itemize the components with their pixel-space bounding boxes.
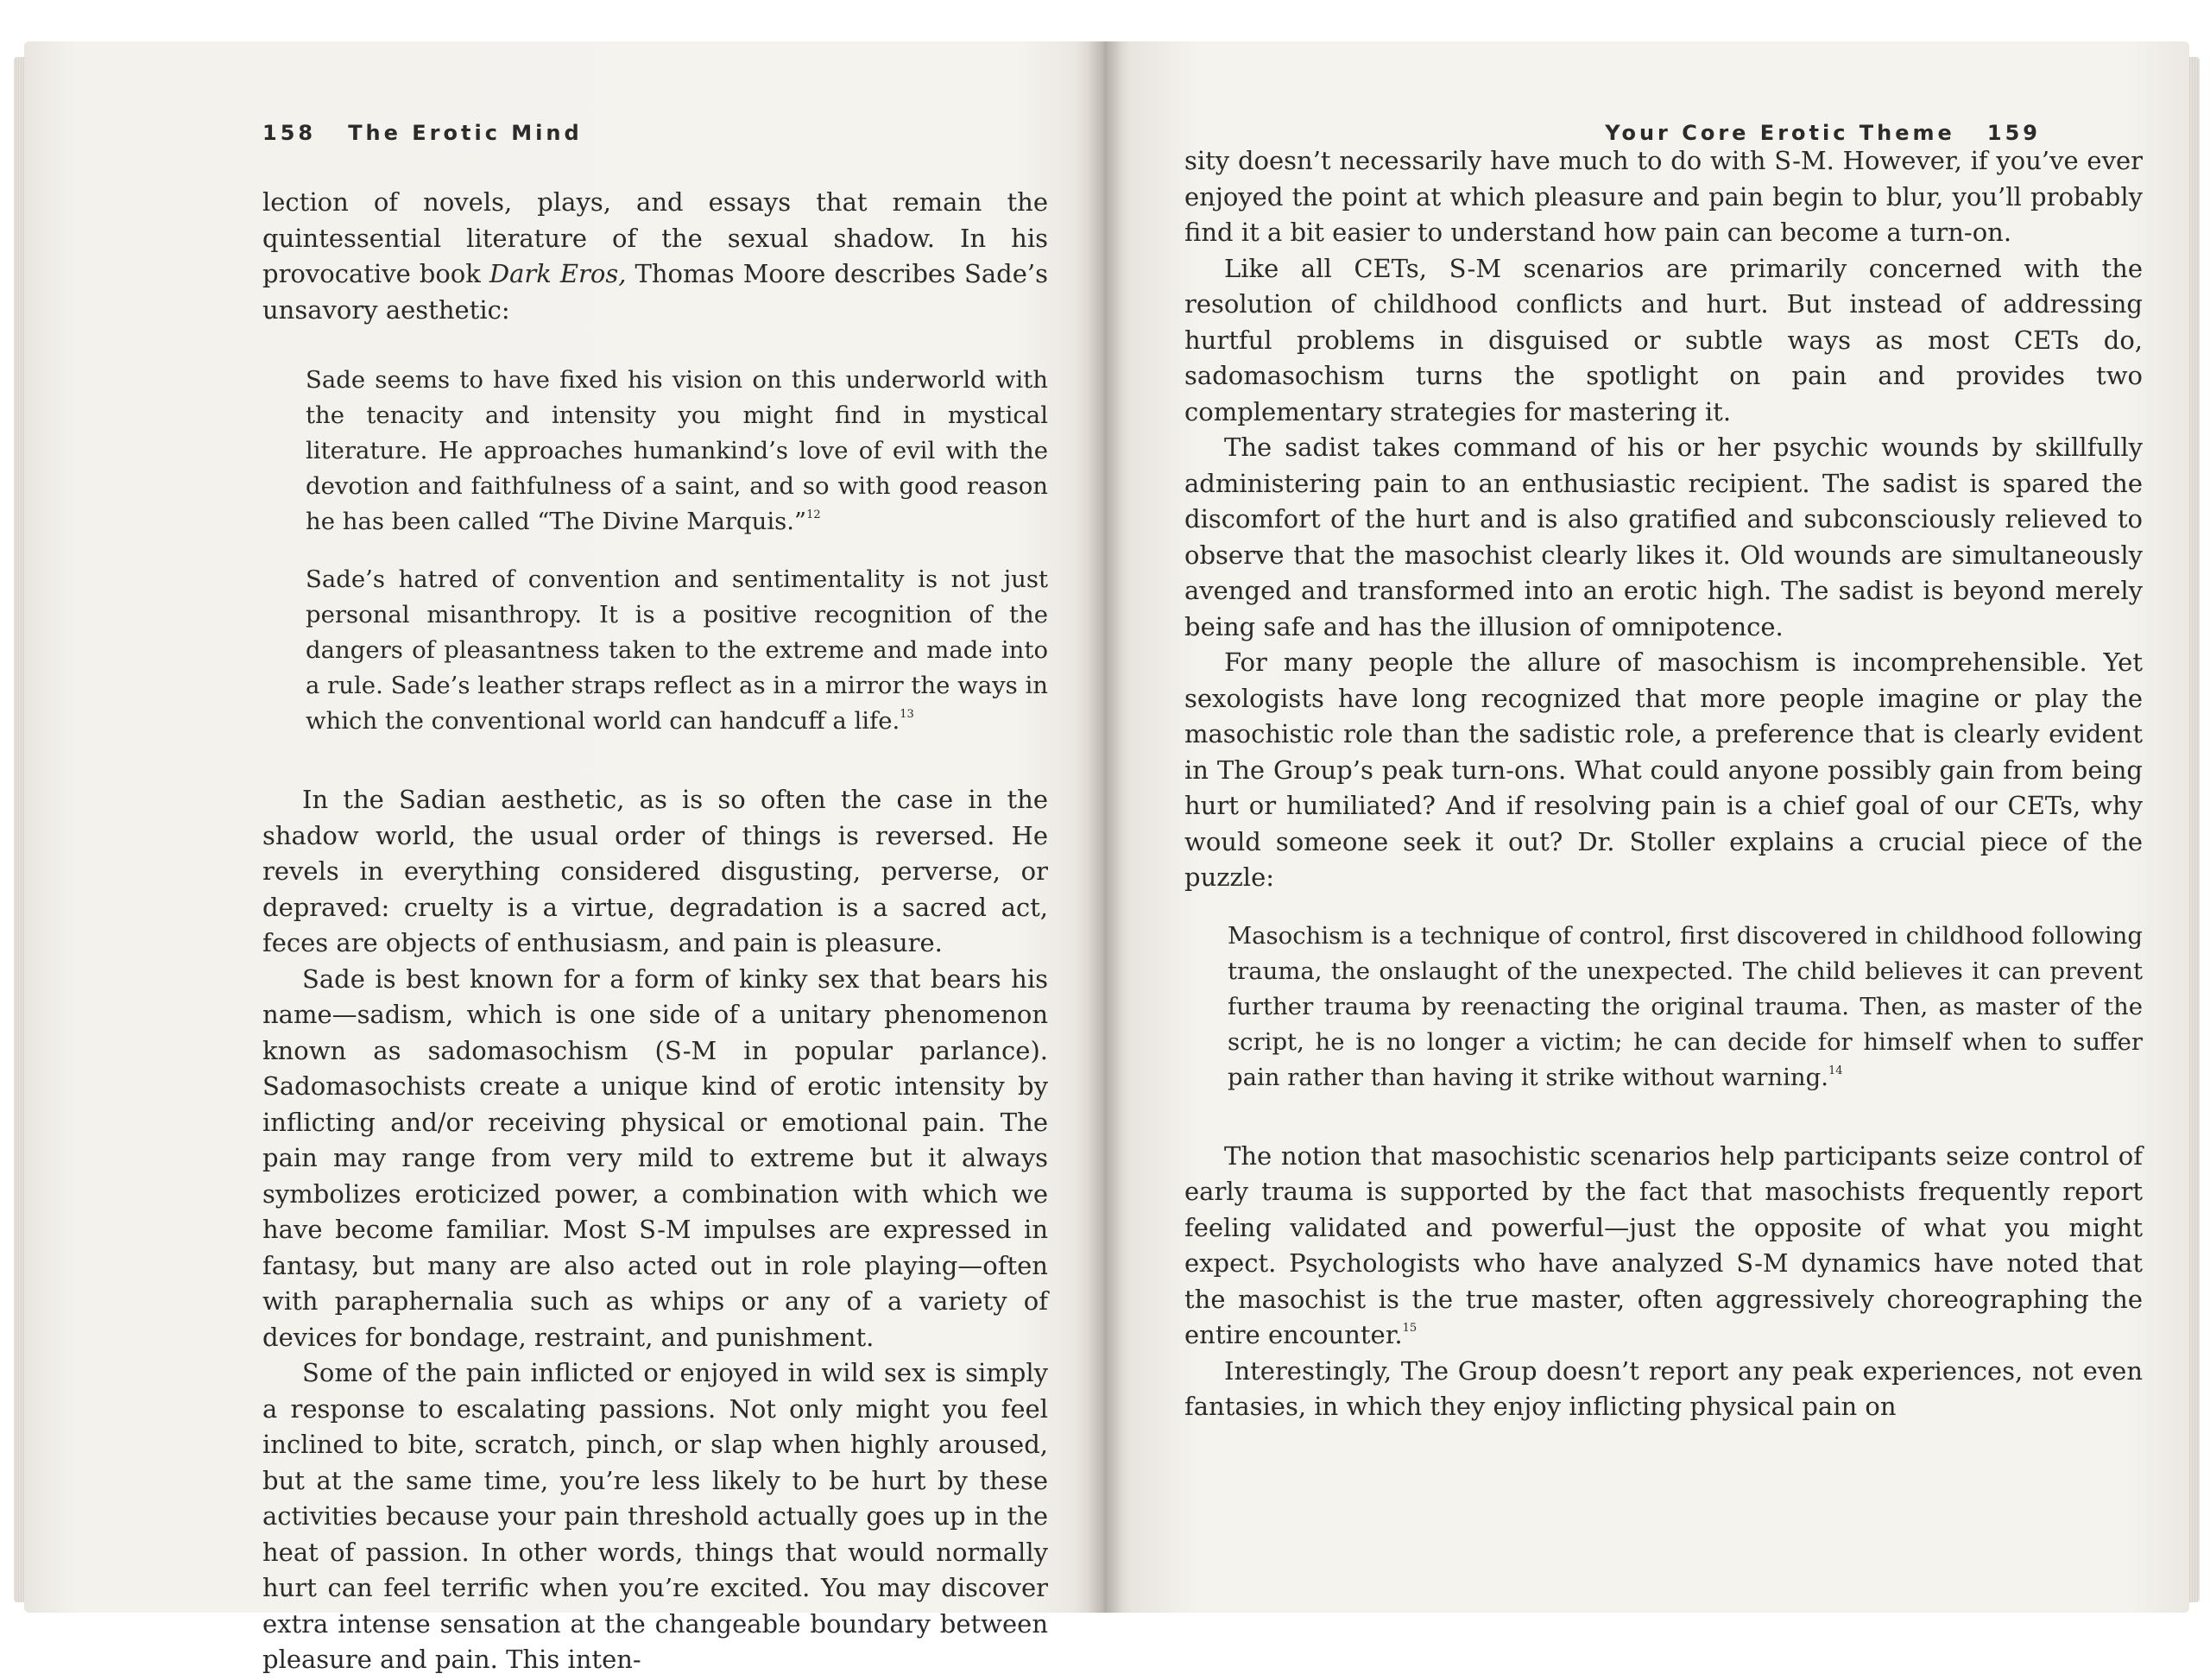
running-title-left: The Erotic Mind	[348, 121, 583, 145]
block-quote-3-text: Masochism is a technique of control, first discovered in childhood following trauma, the onslaught of the unexpected. The child believes it can prevent further trauma by reenacting the original trauma. Then, as master of the script, he is no longer a victim; he can decide for himself when to suffer pain rather than having it strike without warning.	[1228, 921, 2143, 1091]
right-paragraph-3: The sadist takes command of his or her psychic wounds by skillfully administering pain to an enthusiastic recipient. The sadist is spared the discomfort of the hurt and is also gratified and subconsciously relieved to observe that the masochist clearly likes it. Old wounds are simultaneously avenged and transformed into an erotic high. The sadist is beyond merely being safe and has the illusion of omnipotence.	[1184, 433, 2143, 641]
right-paragraph-5-text: The notion that masochistic scenarios help participants seize control of early trauma is supported by the fact that masochists frequently report feeling validated and powerful—just the opposite of what you might expect. Psychologists who have analyzed S-M dynamics have noted that the masochist is the true master, often aggressively choreographing the entire encounter.	[1184, 1140, 2143, 1349]
block-quote-3	[1228, 919, 2143, 1096]
open-book	[24, 41, 2189, 1674]
right-page-header	[1605, 121, 2041, 145]
left-paragraph-1-end: Thomas Moore describes Sade’s unsavory aesthetic:	[262, 259, 1048, 325]
block-quote-1	[306, 363, 1048, 540]
left-page-body	[262, 185, 1048, 1678]
left-paragraph-1	[262, 185, 1048, 328]
right-page	[1105, 41, 2189, 1613]
left-page-header	[262, 121, 583, 145]
right-paragraph-2: Like all CETs, S-M scenarios are primarily concerned with the resolution of childhood conflicts and hurt. But instead of addressing hurtful problems in disguised or subtle ways as most CETs do, sadomasochism turns the spotlight on pain and provides two complementary strategies for mastering it.	[1184, 253, 2143, 426]
book-spine	[1088, 41, 1122, 1613]
right-paragraph-1: sity doesn’t necessarily have much to do with S-M. However, if you’ve ever enjoyed the point at which pleasure and pain begin to blur, you’ll probably find it a bit easier to understand how pain can become a turn-on.	[1184, 146, 2143, 247]
left-paragraph-4: Some of the pain inflicted or enjoyed in wild sex is simply a response to escalating passions. Not only might you feel inclined to bite, scratch, pinch, or slap when highly aroused, but at the same time, you’re less likely to be hurt by these activities because your pain threshold actually goes up in the heat of passion. In other words, things that would normally hurt can feel terrific when you’re excited. You may discover extra intense sensation at the changeable boundary between pleasure and pain. This inten-	[262, 1358, 1048, 1674]
block-quote-2	[306, 562, 1048, 739]
block-quote-2-text: Sade’s hatred of convention and sentimentality is not just personal misanthropy. It is a positive recognition of the dangers of pleasantness taken to the extreme and made into a rule. Sade’s leather straps reflect as in a mirror the ways in which the conventional world can handcuff a life.	[306, 565, 1048, 735]
right-paragraph-6: Interestingly, The Group doesn’t report any peak experiences, not even fantasies, in which they enjoy inflicting physical pain on	[1184, 1355, 2143, 1421]
left-paragraph-2: In the Sadian aesthetic, as is so often the case in the shadow world, the usual order of things is reversed. He revels in everything considered disgusting, perverse, or depraved: cruelty is a virtue, degradation is a sacred act, feces are objects of enthusiasm, and pain is pleasure.	[262, 785, 1048, 957]
right-page-body	[1184, 143, 2143, 1425]
right-paragraph-4: For many people the allure of masochism is incomprehensible. Yet sexologists have long recognized that more people imagine or play the masochistic role than the sadistic role, a preference that is clearly evident in The Group’s peak turn-ons. What could anyone possibly gain from being hurt or humiliated? And if resolving pain is a chief goal of our CETs, why would someone seek it out? Dr. Stoller explains a crucial piece of the puzzle:	[1184, 647, 2143, 892]
left-paragraph-3: Sade is best known for a form of kinky sex that bears his name—sadism, which is one side of a unitary phenomenon known as sadomasochism (S-M in popular parlance). Sadomasochists create a unique kind of erotic intensity by inflicting and/or receiving physical or emotional pain. The pain may range from very mild to extreme but it always symbolizes eroticized power, a combination with which we have become familiar. Most S-M impulses are expressed in fantasy, but many are also acted out in role playing—often with paraphernalia such as whips or any of a variety of devices for bondage, restraint, and punishment.	[262, 963, 1048, 1352]
left-paragraph-1-start: lection of novels, plays, and essays that remain the quintessential literature of the sexual shadow. In his provocative book	[262, 187, 1048, 288]
block-quote-1-text: Sade seems to have fixed his vision on this underworld with the tenacity and intensity you might find in mystical literature. He approaches humankind’s love of evil with the devotion and faithfulness of a saint, and so with good reason he has been called “The Divine Marquis.”	[306, 366, 1048, 535]
page-number-left: 158	[262, 121, 317, 145]
footnote-ref-14: 14	[1828, 1064, 1843, 1077]
running-title-right: Your Core Erotic Theme	[1605, 121, 1955, 145]
page-number-right: 159	[1986, 121, 2041, 145]
page-edges-right	[2188, 57, 2200, 1602]
right-paragraph-5	[1184, 1139, 2143, 1354]
footnote-ref-13: 13	[900, 708, 914, 721]
footnote-ref-12: 12	[806, 508, 821, 521]
left-page	[24, 41, 1105, 1674]
footnote-ref-15: 15	[1402, 1322, 1418, 1335]
book-title: Dark Eros,	[489, 259, 627, 288]
